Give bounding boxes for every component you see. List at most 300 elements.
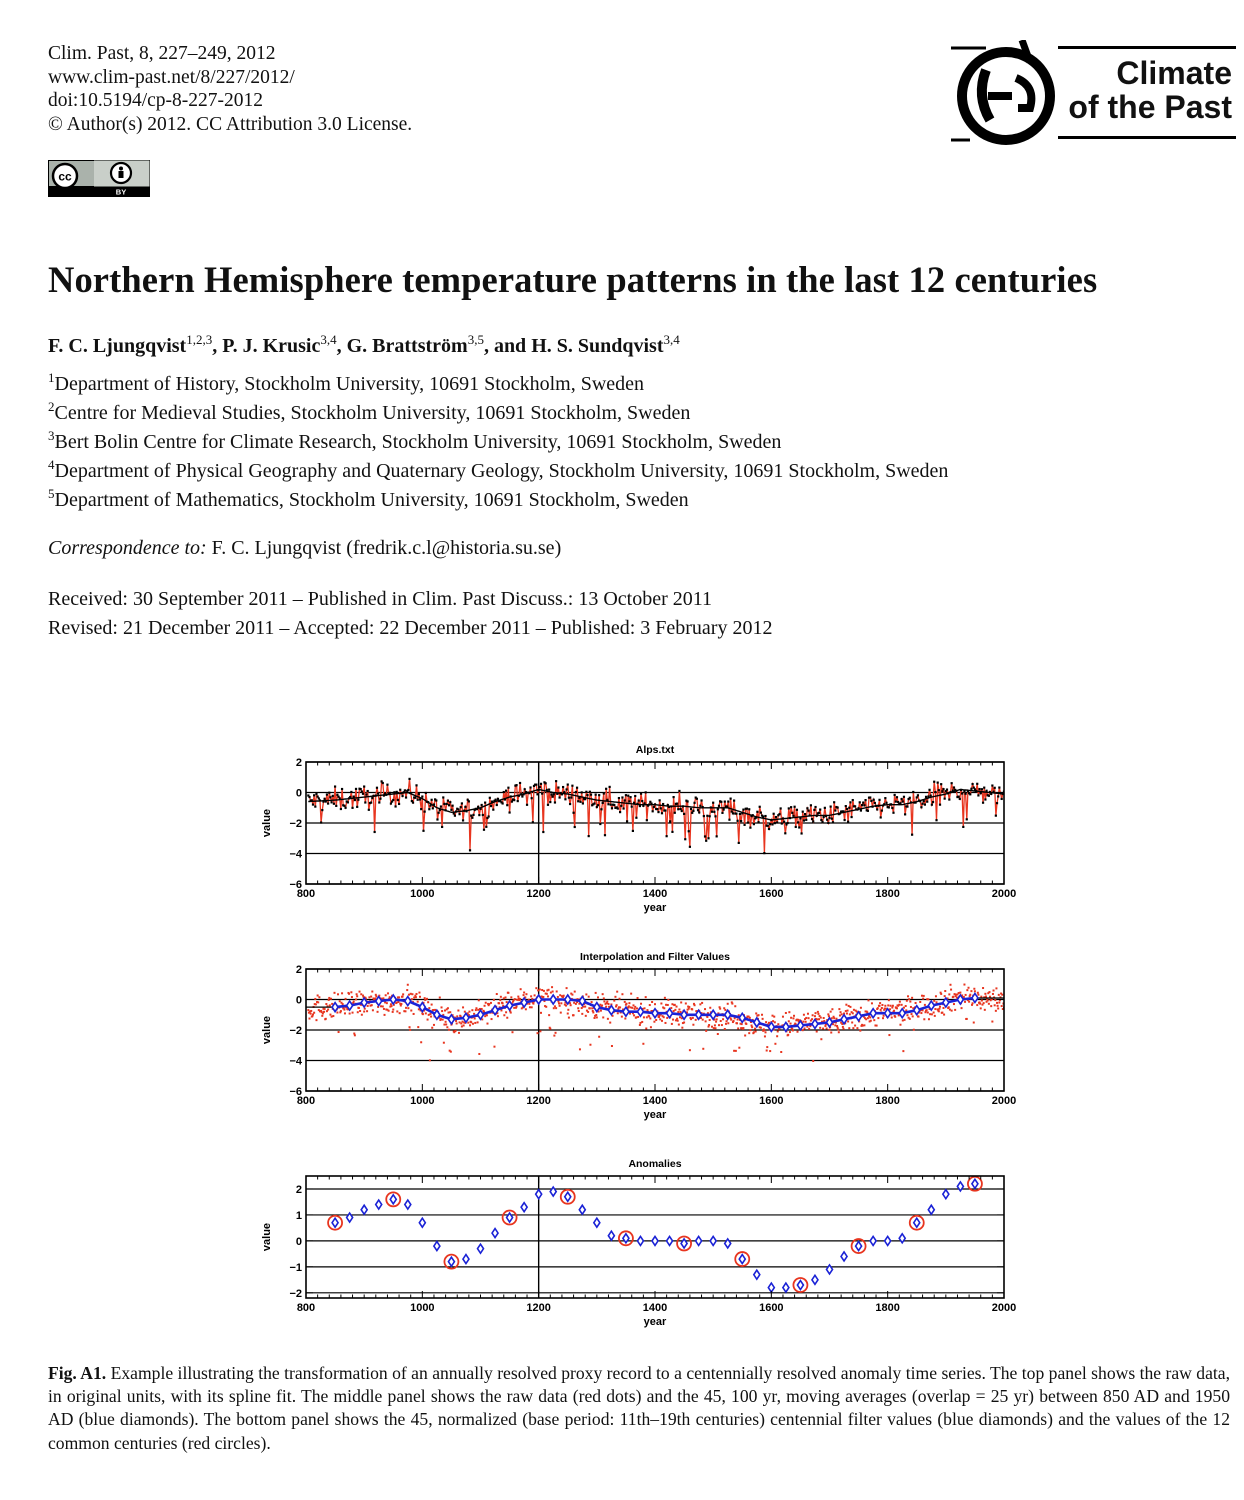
raw-point bbox=[401, 795, 403, 797]
raw-point bbox=[351, 807, 353, 809]
filter-value-diamond bbox=[463, 1255, 469, 1264]
raw-dot bbox=[359, 1010, 361, 1012]
raw-dot bbox=[341, 992, 343, 994]
raw-dot bbox=[418, 992, 420, 994]
raw-point bbox=[703, 815, 705, 817]
raw-point bbox=[603, 792, 605, 794]
raw-dot bbox=[716, 1018, 718, 1020]
raw-point bbox=[341, 788, 343, 790]
filter-value-diamond bbox=[637, 1236, 643, 1245]
raw-point bbox=[812, 820, 814, 822]
raw-point bbox=[508, 811, 510, 813]
raw-point bbox=[495, 799, 497, 801]
raw-point bbox=[876, 808, 878, 810]
y-axis-label: value bbox=[261, 1222, 273, 1252]
raw-dot bbox=[419, 996, 421, 998]
raw-dot bbox=[677, 1020, 679, 1022]
author-2-affil: 3,4 bbox=[320, 332, 337, 347]
raw-point bbox=[448, 804, 450, 806]
raw-dot bbox=[315, 1003, 317, 1005]
raw-dot bbox=[817, 1013, 819, 1015]
raw-dot bbox=[899, 1024, 901, 1026]
raw-dot bbox=[765, 1031, 767, 1033]
raw-dot bbox=[968, 987, 970, 989]
raw-dot bbox=[882, 1017, 884, 1019]
raw-point bbox=[576, 787, 578, 789]
filter-value-diamond bbox=[870, 1236, 876, 1245]
y-tick-label: −6 bbox=[289, 879, 302, 891]
raw-point bbox=[506, 804, 508, 806]
raw-dot bbox=[721, 1024, 723, 1026]
raw-dot bbox=[571, 994, 573, 996]
raw-dot bbox=[510, 996, 512, 998]
raw-dot bbox=[468, 1011, 470, 1013]
raw-dot bbox=[907, 995, 909, 997]
raw-point bbox=[420, 808, 422, 810]
raw-point bbox=[335, 805, 337, 807]
raw-dot bbox=[727, 1022, 729, 1024]
raw-dot bbox=[444, 1009, 446, 1011]
raw-dot bbox=[461, 1025, 463, 1027]
raw-point bbox=[507, 787, 509, 789]
raw-dot bbox=[995, 987, 997, 989]
raw-point bbox=[398, 803, 400, 805]
raw-dot bbox=[628, 1005, 630, 1007]
raw-dot bbox=[908, 998, 910, 1000]
raw-point bbox=[676, 803, 678, 805]
raw-dot bbox=[447, 1007, 449, 1009]
raw-point bbox=[532, 821, 534, 823]
raw-point bbox=[693, 802, 695, 804]
raw-point bbox=[497, 798, 499, 800]
raw-point bbox=[978, 788, 980, 790]
raw-dot bbox=[478, 1053, 480, 1055]
author-3: G. Brattström bbox=[346, 335, 468, 357]
raw-dot bbox=[715, 1021, 717, 1023]
raw-dot bbox=[847, 1020, 849, 1022]
raw-point bbox=[827, 822, 829, 824]
filter-value-diamond bbox=[754, 1270, 760, 1279]
raw-dot bbox=[497, 1015, 499, 1017]
raw-point bbox=[796, 809, 798, 811]
raw-point bbox=[704, 835, 706, 837]
raw-point bbox=[735, 812, 737, 814]
raw-dot bbox=[725, 1023, 727, 1025]
raw-dot bbox=[339, 1000, 341, 1002]
raw-point bbox=[891, 807, 893, 809]
raw-point bbox=[738, 842, 740, 844]
raw-dot bbox=[477, 1009, 479, 1011]
raw-point bbox=[611, 807, 613, 809]
raw-point bbox=[362, 793, 364, 795]
raw-dot bbox=[359, 991, 361, 993]
filter-value-diamond bbox=[565, 1192, 571, 1201]
raw-dot bbox=[815, 1012, 817, 1014]
raw-dot bbox=[678, 1024, 680, 1026]
y-tick-label: −2 bbox=[289, 1025, 302, 1037]
raw-dot bbox=[839, 1014, 841, 1016]
raw-dot bbox=[651, 1001, 653, 1003]
filter-value-diamond bbox=[652, 1236, 658, 1245]
raw-dot bbox=[584, 1006, 586, 1008]
cc-by-badge[interactable] bbox=[48, 160, 150, 197]
raw-point bbox=[997, 795, 999, 797]
raw-dot bbox=[567, 1013, 569, 1015]
raw-dot bbox=[409, 1029, 411, 1031]
y-tick-label: 1 bbox=[295, 1209, 302, 1222]
filter-value-diamond bbox=[943, 1190, 949, 1199]
raw-dot bbox=[327, 1009, 329, 1011]
raw-dot bbox=[880, 1009, 882, 1011]
raw-dot bbox=[539, 988, 541, 990]
raw-dot bbox=[920, 1012, 922, 1014]
raw-dot bbox=[742, 1027, 744, 1029]
raw-point bbox=[595, 794, 597, 796]
raw-dot bbox=[905, 1005, 907, 1007]
raw-dot bbox=[458, 1032, 460, 1034]
raw-dot bbox=[361, 1014, 363, 1016]
raw-dot bbox=[443, 1042, 445, 1044]
raw-dot bbox=[666, 1017, 668, 1019]
x-tick-label: 1800 bbox=[875, 888, 900, 900]
raw-point bbox=[709, 815, 711, 817]
raw-dot bbox=[606, 1001, 608, 1003]
x-tick-label: 1000 bbox=[410, 1095, 435, 1107]
raw-dot bbox=[909, 1001, 911, 1003]
raw-point bbox=[588, 835, 590, 837]
raw-dot bbox=[589, 1007, 591, 1009]
raw-dot bbox=[448, 1012, 450, 1014]
raw-dot bbox=[602, 1016, 604, 1018]
raw-dot bbox=[563, 995, 565, 997]
raw-point bbox=[862, 802, 864, 804]
figure-a1 bbox=[238, 730, 1028, 1340]
raw-dot bbox=[402, 993, 404, 995]
raw-point bbox=[590, 794, 592, 796]
raw-dot bbox=[840, 1011, 842, 1013]
raw-dot bbox=[681, 1027, 683, 1029]
raw-dot bbox=[838, 1008, 840, 1010]
raw-point bbox=[350, 791, 352, 793]
cc-icon-text: cc bbox=[58, 169, 72, 184]
raw-dot bbox=[402, 996, 404, 998]
raw-dot bbox=[644, 1007, 646, 1009]
raw-dot bbox=[896, 1007, 898, 1009]
raw-point bbox=[994, 787, 996, 789]
raw-point bbox=[916, 796, 918, 798]
raw-dot bbox=[371, 1004, 373, 1006]
raw-point bbox=[683, 813, 685, 815]
dates-line-1: Received: 30 September 2011 – Published in Clim. Past Discuss.: 13 October 2011 bbox=[48, 588, 713, 610]
x-tick-label: 2000 bbox=[991, 1302, 1017, 1314]
raw-point bbox=[791, 812, 793, 814]
raw-point bbox=[540, 783, 542, 785]
raw-point bbox=[717, 808, 719, 810]
raw-dot bbox=[827, 1013, 829, 1015]
doi[interactable]: doi:10.5194/cp-8-227-2012 bbox=[48, 90, 264, 111]
raw-dot bbox=[848, 1005, 850, 1007]
raw-dot bbox=[812, 1060, 814, 1062]
raw-dot bbox=[649, 1004, 651, 1006]
raw-dot bbox=[360, 993, 362, 995]
raw-dot bbox=[614, 996, 616, 998]
raw-point bbox=[593, 802, 595, 804]
raw-dot bbox=[415, 996, 417, 998]
raw-dot bbox=[777, 1023, 779, 1025]
raw-dot bbox=[589, 1044, 591, 1046]
raw-point bbox=[586, 794, 588, 796]
raw-dot bbox=[649, 1017, 651, 1019]
raw-dot bbox=[912, 1015, 914, 1017]
raw-dot bbox=[567, 1009, 569, 1011]
raw-dot bbox=[473, 1013, 475, 1015]
raw-dot bbox=[949, 984, 951, 986]
raw-dot bbox=[973, 988, 975, 990]
raw-point bbox=[519, 782, 521, 784]
raw-dot bbox=[555, 1007, 557, 1009]
raw-point bbox=[673, 796, 675, 798]
raw-point bbox=[572, 812, 574, 814]
author-2: P. J. Krusic bbox=[222, 335, 321, 357]
filter-value-diamond bbox=[972, 1179, 978, 1188]
raw-dot bbox=[420, 1041, 422, 1043]
raw-point bbox=[971, 783, 973, 785]
raw-point bbox=[713, 811, 715, 813]
y-axis-label: value bbox=[261, 808, 273, 838]
raw-dot bbox=[510, 1012, 512, 1014]
raw-point bbox=[451, 805, 453, 807]
raw-point bbox=[790, 806, 792, 808]
raw-dot bbox=[592, 1011, 594, 1013]
raw-point bbox=[327, 802, 329, 804]
raw-point bbox=[483, 829, 485, 831]
filter-value-diamond bbox=[710, 1236, 716, 1245]
raw-point bbox=[669, 820, 671, 822]
moving-average-diamond bbox=[550, 995, 556, 1004]
x-tick-label: 1200 bbox=[526, 1095, 551, 1107]
raw-dot bbox=[824, 1025, 826, 1027]
raw-dot bbox=[619, 998, 621, 1000]
raw-point bbox=[881, 809, 883, 811]
raw-dot bbox=[523, 994, 525, 996]
raw-dot bbox=[313, 1012, 315, 1014]
filter-value-diamond bbox=[361, 1205, 367, 1214]
raw-dot bbox=[461, 1021, 463, 1023]
raw-dot bbox=[337, 993, 339, 995]
raw-point bbox=[720, 801, 722, 803]
raw-dot bbox=[994, 999, 996, 1001]
raw-dot bbox=[906, 1014, 908, 1016]
y-axis-label: value bbox=[261, 1015, 273, 1045]
raw-dot bbox=[774, 1021, 776, 1023]
raw-point bbox=[450, 809, 452, 811]
raw-point bbox=[941, 790, 943, 792]
raw-dot bbox=[803, 1027, 805, 1029]
raw-dot bbox=[554, 1005, 556, 1007]
raw-dot bbox=[573, 1014, 575, 1016]
raw-dot bbox=[474, 1017, 476, 1019]
raw-point bbox=[568, 797, 570, 799]
x-axis-label: year bbox=[643, 1109, 667, 1121]
raw-dot bbox=[556, 990, 558, 992]
raw-dot bbox=[470, 1021, 472, 1023]
raw-point bbox=[653, 806, 655, 808]
x-tick-label: 2000 bbox=[991, 888, 1017, 900]
raw-point bbox=[896, 796, 898, 798]
raw-dot bbox=[890, 1005, 892, 1007]
raw-point bbox=[431, 799, 433, 801]
raw-dot bbox=[996, 1002, 998, 1004]
raw-point bbox=[645, 791, 647, 793]
raw-dot bbox=[924, 1004, 926, 1006]
raw-dot bbox=[496, 993, 498, 995]
raw-dot bbox=[910, 1006, 912, 1008]
raw-dot bbox=[363, 1011, 365, 1013]
raw-point bbox=[364, 801, 366, 803]
raw-dot bbox=[390, 1003, 392, 1005]
raw-dot bbox=[430, 1016, 432, 1018]
raw-dot bbox=[639, 1024, 641, 1026]
raw-dot bbox=[702, 1048, 704, 1050]
raw-point bbox=[787, 822, 789, 824]
raw-dot bbox=[943, 1014, 945, 1016]
raw-dot bbox=[808, 1017, 810, 1019]
raw-dot bbox=[727, 1003, 729, 1005]
raw-dot bbox=[577, 1007, 579, 1009]
raw-dot bbox=[764, 1035, 766, 1037]
raw-dot bbox=[314, 998, 316, 1000]
raw-point bbox=[834, 809, 836, 811]
raw-dot bbox=[891, 1017, 893, 1019]
raw-dot bbox=[344, 1012, 346, 1014]
raw-dot bbox=[688, 1006, 690, 1008]
raw-point bbox=[447, 800, 449, 802]
raw-point bbox=[488, 815, 490, 817]
raw-point bbox=[656, 808, 658, 810]
raw-point bbox=[699, 805, 701, 807]
correspondence-text[interactable]: F. C. Ljungqvist (fredrik.c.l@historia.su.se) bbox=[211, 537, 562, 559]
raw-dot bbox=[717, 1033, 719, 1035]
raw-dot bbox=[467, 1022, 469, 1024]
raw-dot bbox=[976, 1004, 978, 1006]
raw-dot bbox=[968, 1001, 970, 1003]
raw-point bbox=[774, 822, 776, 824]
filter-value-diamond bbox=[492, 1229, 498, 1238]
raw-dot bbox=[513, 1007, 515, 1009]
journal-url[interactable]: www.clim-past.net/8/227/2012/ bbox=[48, 66, 295, 88]
raw-point bbox=[454, 815, 456, 817]
affiliation-number: 4 bbox=[48, 457, 55, 472]
raw-point bbox=[610, 804, 612, 806]
raw-dot bbox=[399, 1012, 401, 1014]
correspondence bbox=[48, 537, 561, 560]
raw-dot bbox=[531, 1006, 533, 1008]
raw-point bbox=[749, 827, 751, 829]
raw-dot bbox=[585, 1015, 587, 1017]
raw-point bbox=[902, 800, 904, 802]
raw-dot bbox=[595, 1014, 597, 1016]
raw-point bbox=[328, 792, 330, 794]
raw-dot bbox=[602, 993, 604, 995]
raw-dot bbox=[439, 997, 441, 999]
raw-point bbox=[549, 801, 551, 803]
raw-dot bbox=[588, 996, 590, 998]
affiliation-number: 5 bbox=[48, 486, 55, 501]
raw-point bbox=[641, 800, 643, 802]
raw-point bbox=[727, 800, 729, 802]
x-axis-label: year bbox=[643, 902, 667, 914]
raw-dot bbox=[705, 1020, 707, 1022]
raw-dot bbox=[385, 994, 387, 996]
raw-dot bbox=[959, 992, 961, 994]
raw-point bbox=[489, 797, 491, 799]
raw-dot bbox=[867, 1017, 869, 1019]
raw-dot bbox=[667, 999, 669, 1001]
raw-point bbox=[756, 811, 758, 813]
raw-dot bbox=[432, 1009, 434, 1011]
raw-dot bbox=[493, 1046, 495, 1048]
raw-dot bbox=[938, 1008, 940, 1010]
filter-value-diamond bbox=[783, 1283, 789, 1292]
plot-area bbox=[328, 1177, 982, 1292]
raw-point bbox=[334, 785, 336, 787]
raw-dot bbox=[324, 1008, 326, 1010]
raw-dot bbox=[441, 1006, 443, 1008]
raw-dot bbox=[899, 1001, 901, 1003]
raw-dot bbox=[994, 1004, 996, 1006]
filter-value-diamond bbox=[405, 1200, 411, 1209]
raw-dot bbox=[559, 1005, 561, 1007]
raw-dot bbox=[433, 1024, 435, 1026]
raw-dot bbox=[506, 1017, 508, 1019]
raw-dot bbox=[862, 1025, 864, 1027]
raw-dot bbox=[766, 1046, 768, 1048]
raw-dot bbox=[877, 1007, 879, 1009]
raw-dot bbox=[663, 1007, 665, 1009]
filter-value-diamond bbox=[812, 1275, 818, 1284]
raw-dot bbox=[949, 1009, 951, 1011]
raw-dot bbox=[837, 1029, 839, 1031]
raw-dot bbox=[974, 990, 976, 992]
raw-dot bbox=[685, 1002, 687, 1004]
raw-point bbox=[874, 802, 876, 804]
raw-point bbox=[462, 819, 464, 821]
raw-dot bbox=[455, 1020, 457, 1022]
raw-dot bbox=[998, 994, 1000, 996]
raw-point bbox=[598, 794, 600, 796]
raw-dot bbox=[705, 1030, 707, 1032]
raw-point bbox=[965, 793, 967, 795]
raw-dot bbox=[645, 1027, 647, 1029]
raw-dot bbox=[737, 1027, 739, 1029]
raw-dot bbox=[730, 1019, 732, 1021]
raw-point bbox=[419, 798, 421, 800]
raw-point bbox=[332, 795, 334, 797]
raw-dot bbox=[830, 1032, 832, 1034]
raw-dot bbox=[548, 1014, 550, 1016]
raw-dot bbox=[887, 1004, 889, 1006]
raw-dot bbox=[325, 1018, 327, 1020]
raw-dot bbox=[744, 1034, 746, 1036]
raw-dot bbox=[660, 1002, 662, 1004]
raw-dot bbox=[985, 996, 987, 998]
raw-point bbox=[482, 814, 484, 816]
raw-point bbox=[813, 809, 815, 811]
raw-dot bbox=[628, 1002, 630, 1004]
raw-dot bbox=[631, 1007, 633, 1009]
raw-point bbox=[613, 804, 615, 806]
raw-point bbox=[604, 834, 606, 836]
